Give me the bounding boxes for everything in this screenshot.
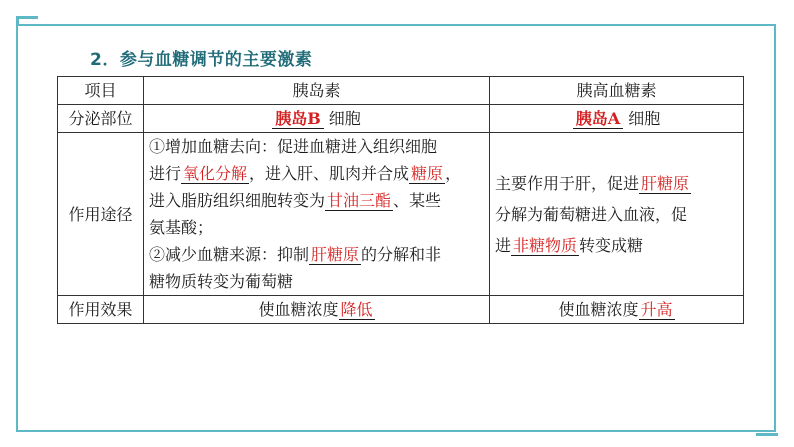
text-fragment: 主要作用于肝，促进 xyxy=(495,173,640,193)
answer-decrease: 降低 xyxy=(340,300,373,319)
cell-glucagon-action xyxy=(490,133,744,296)
text-line: ①增加血糖去向：促进血糖进入组织细胞 xyxy=(149,137,438,156)
text-fragment: ②减少血糖来源：抑制 xyxy=(149,245,310,264)
table-row-effect xyxy=(58,296,744,324)
text-line: 分解为葡萄糖进入血液，促 xyxy=(495,204,688,224)
answer-non-sugar: 非糖物质 xyxy=(513,235,578,255)
answer-liver-glycogen: 肝糖原 xyxy=(311,245,360,264)
row-label-secretion: 分泌部位 xyxy=(58,105,144,133)
section-title: 2．参与血糖调节的主要激素 xyxy=(90,50,313,70)
cell-insulin-effect xyxy=(144,296,490,324)
cell-insulin-action xyxy=(144,133,490,296)
text-line xyxy=(495,230,738,261)
text-line xyxy=(149,187,484,214)
text-fragment: 使血糖浓度 xyxy=(558,300,639,319)
text-line xyxy=(149,160,484,187)
answer-triglyceride: 甘油三酯 xyxy=(327,191,392,210)
header-glucagon: 胰高血糖素 xyxy=(490,77,744,105)
text-line xyxy=(149,241,484,268)
text-fragment: 进行 xyxy=(149,164,182,183)
text-line: 氨基酸； xyxy=(149,218,214,237)
text-line: 糖物质转变为葡萄糖 xyxy=(149,272,294,291)
header-item: 项目 xyxy=(58,77,144,105)
answer-oxidation: 氧化分解 xyxy=(183,164,248,183)
answer-insulin-source: 胰岛B xyxy=(272,109,324,129)
text-fragment: 进 xyxy=(495,235,512,255)
text-fragment: 进入脂肪组织细胞转变为 xyxy=(149,191,326,210)
text-fragment: ，进入肝、肌肉并合成 xyxy=(249,164,410,183)
text-fragment: 使血糖浓度 xyxy=(258,300,339,319)
text-fragment: 转变成糖 xyxy=(579,235,644,255)
cell-glucagon-effect xyxy=(490,296,744,324)
text-fragment: 、某些 xyxy=(393,191,442,210)
frame-corner-accent xyxy=(756,433,778,436)
frame-corner-accent xyxy=(16,16,38,19)
answer-liver-glycogen-g: 肝糖原 xyxy=(641,173,690,193)
text-fragment: ， xyxy=(445,164,462,183)
row-label-action: 作用途径 xyxy=(58,133,144,296)
header-insulin: 胰岛素 xyxy=(144,77,490,105)
text-fragment: 的分解和非 xyxy=(361,245,442,264)
cell-glucagon-secretion xyxy=(490,105,744,133)
row-label-effect: 作用效果 xyxy=(58,296,144,324)
cell-insulin-secretion xyxy=(144,105,490,133)
table-row-action xyxy=(58,133,744,296)
hormone-table xyxy=(57,76,744,324)
answer-increase: 升高 xyxy=(640,300,673,319)
answer-glycogen: 糖原 xyxy=(411,164,444,183)
text-cell-suffix: 细胞 xyxy=(323,109,361,128)
frame-corner-accent xyxy=(16,16,19,26)
answer-glucagon-source: 胰岛A xyxy=(573,109,623,129)
table-row-secretion xyxy=(58,105,744,133)
text-line xyxy=(495,168,738,199)
table-header-row xyxy=(58,77,744,105)
text-cell-suffix: 细胞 xyxy=(623,109,661,128)
